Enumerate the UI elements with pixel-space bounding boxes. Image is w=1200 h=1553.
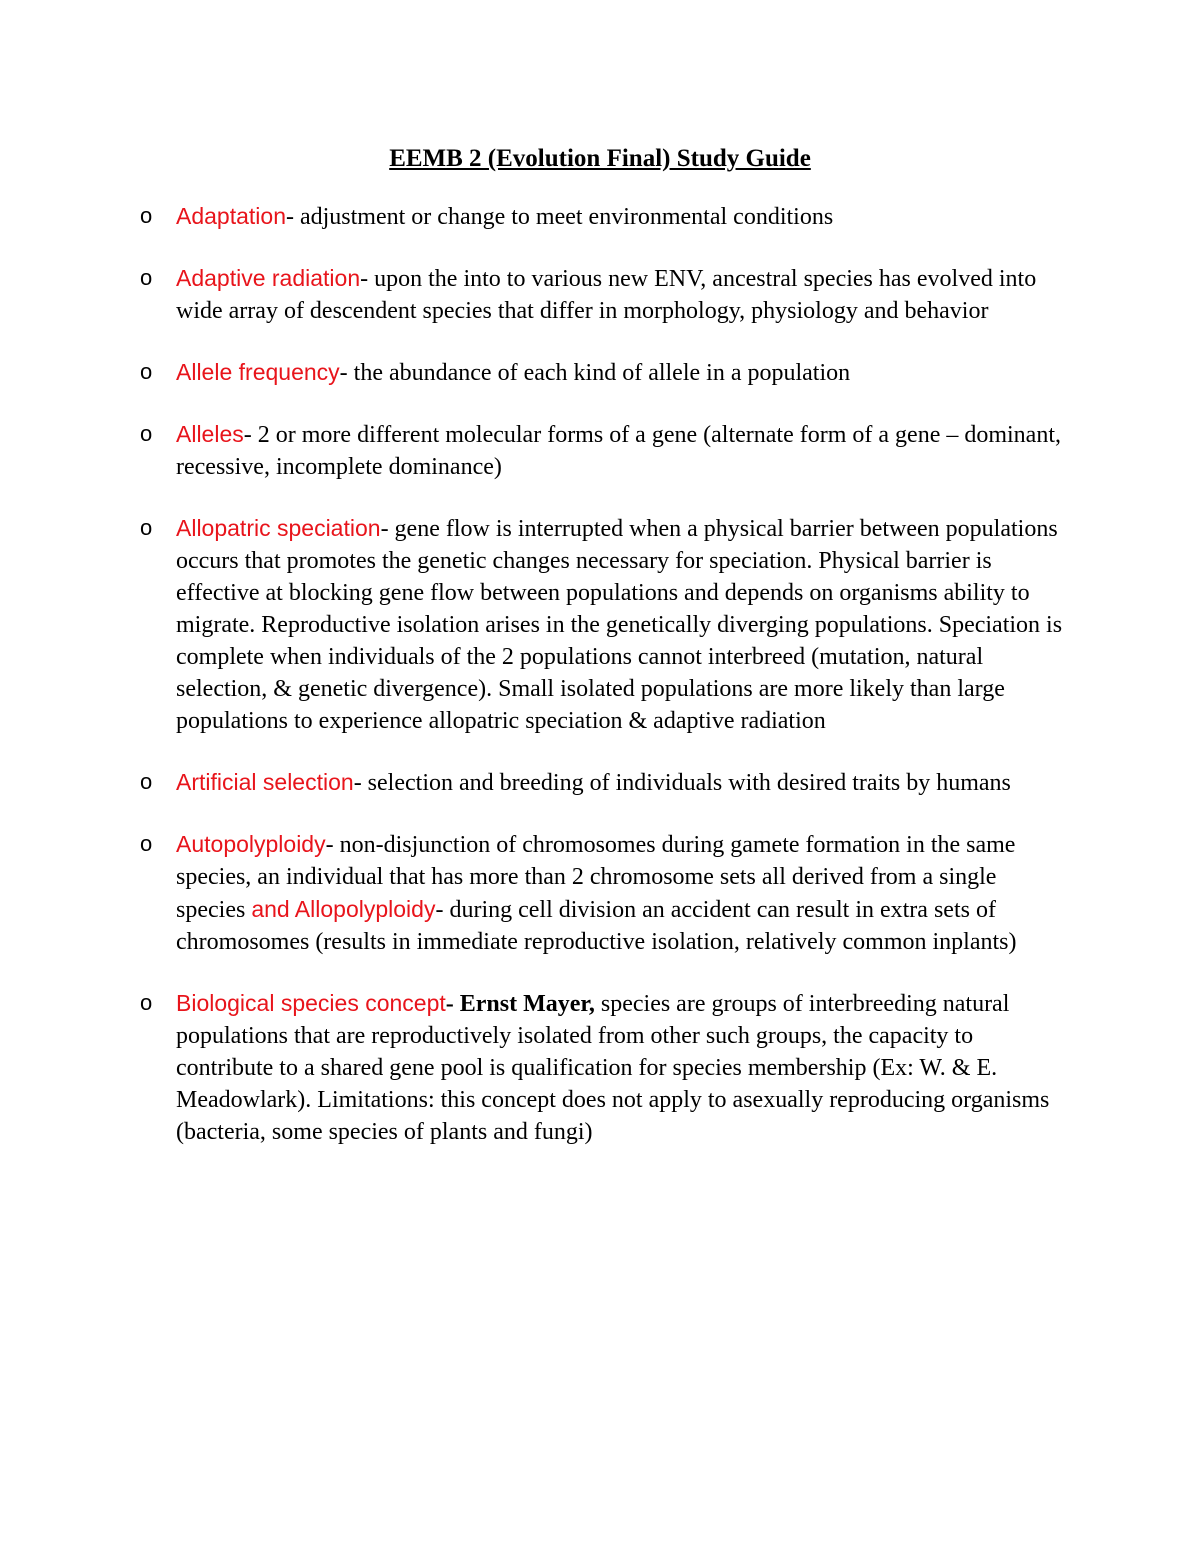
list-item xyxy=(140,262,1065,327)
list-item xyxy=(140,418,1065,483)
definition-text: - gene flow is interrupted when a physical barrier between populations occurs that promotes the genetic changes necessary for speciation. Physical barrier is effective at blocking gene flow between populations and depends on organisms ability to migrate. Reproductive isolation arises in the genetically diverging populations. Speciation is complete when individuals of the 2 populations cannot interbreed (mutation, natural selection, & genetic divergence). Small isolated populations are more likely than large populations to experience allopatric speciation & adaptive radiation xyxy=(176,516,1063,734)
term-label-secondary: and Allopolyploidy xyxy=(251,896,436,922)
term-label: Alleles xyxy=(176,421,244,447)
term-label: Biological species concept xyxy=(176,990,446,1016)
definition-text: - non-disjunction of chromosomes during gamete formation in the same species, an individual that has more than 2 chromosome sets all derived from a single species xyxy=(176,832,1016,923)
list-item xyxy=(140,200,1065,233)
bullet-icon: o xyxy=(140,203,153,228)
term-label: Autopolyploidy xyxy=(176,831,326,857)
definition-text: species are groups of interbreeding natural populations that are reproductively isolated from other such groups, the capacity to contribute to a shared gene pool is qualification for species membership (Ex: W. & E. Meadowlark). Limitations: this concept does not apply to asexually reproducing organisms (bacteria, some species of plants and fungi) xyxy=(176,991,1050,1145)
definition-text: - selection and breeding of individuals with desired traits by humans xyxy=(353,770,1011,796)
page-title: EEMB 2 (Evolution Final) Study Guide xyxy=(389,145,811,172)
bullet-icon: o xyxy=(140,421,153,446)
bullet-icon: o xyxy=(140,831,153,856)
definition-text: - the abundance of each kind of allele in a population xyxy=(339,360,851,386)
glossary-list xyxy=(140,200,1065,1148)
list-item xyxy=(140,766,1065,799)
bullet-icon: o xyxy=(140,265,153,290)
list-item xyxy=(140,356,1065,389)
definition-text: - adjustment or change to meet environmental conditions xyxy=(285,204,834,230)
definition-text: - 2 or more different molecular forms of a gene (alternate form of a gene – dominant, recessive, incomplete dominance) xyxy=(176,422,1061,480)
term-label: Allele frequency xyxy=(176,359,340,385)
definition-text-secondary: - during cell division an accident can result in extra sets of chromosomes (results in immediate reproductive isolation, relatively common inplants) xyxy=(176,897,1017,955)
term-label: Adaptation xyxy=(176,203,286,229)
list-item xyxy=(140,987,1065,1148)
bullet-icon: o xyxy=(140,359,153,384)
bullet-icon: o xyxy=(140,990,153,1015)
list-item xyxy=(140,512,1065,737)
bullet-icon: o xyxy=(140,769,153,794)
term-label: Artificial selection xyxy=(176,769,354,795)
term-label: Adaptive radiation xyxy=(176,265,361,291)
list-item xyxy=(140,828,1065,958)
bullet-icon: o xyxy=(140,515,153,540)
author-name: - Ernst Mayer, xyxy=(445,991,595,1017)
term-label: Allopatric speciation xyxy=(176,515,381,541)
definition-text: - upon the into to various new ENV, ancestral species has evolved into wide array of descendent species that differ in morphology, physiology and behavior xyxy=(176,266,1037,324)
